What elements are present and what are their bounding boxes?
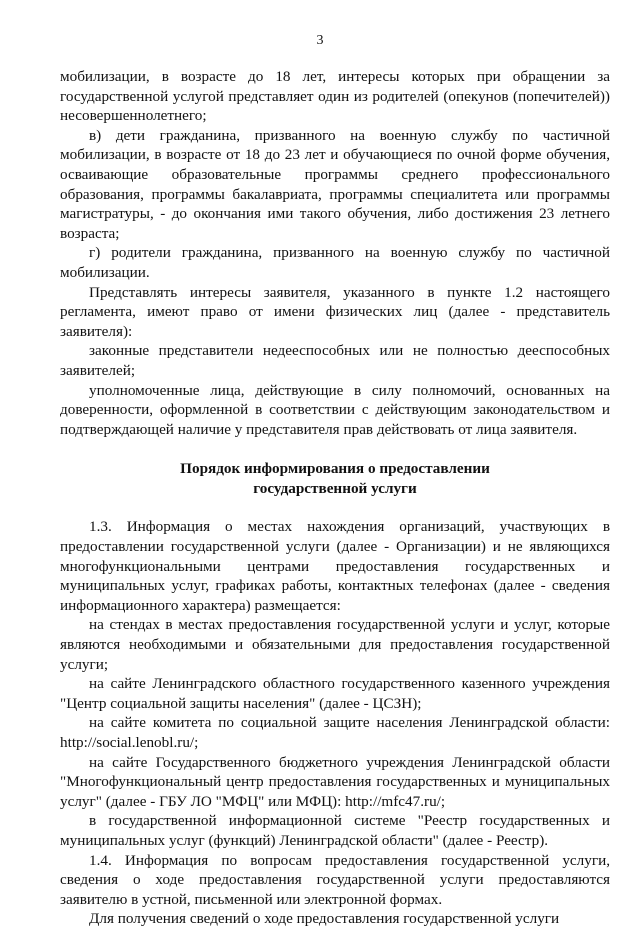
paragraph: на сайте Государственного бюджетного учреждения Ленинградской области "Многофункциональный центр предоставления государственных и муниципальных услуг" (далее - ГБУ ЛО "МФЦ" или МФЦ): http://mfc47.ru/; <box>60 753 610 810</box>
paragraph: 1.4. Информация по вопросам предоставления государственной услуги, сведения о ходе предоставления государственной услуги предоставляются заявителю в устной, письменной или электронной формах. <box>60 851 610 908</box>
paragraph: г) родители гражданина, призванного на военную службу по частичной мобилизации. <box>60 244 610 281</box>
document-body <box>60 67 610 929</box>
paragraph: 1.3. Информация о местах нахождения организаций, участвующих в предоставлении государственной услуги (далее - Организации) и не являющихся многофункциональными центрами предоставления государственных и муниципальных услуг, графиках работы, контактных телефонах (далее - сведения информационного характера) размещается: <box>60 518 610 614</box>
paragraph: мобилизации, в возрасте до 18 лет, интересы которых при обращении за государственной услугой представляет один из родителей (опекунов (попечителей)) несовершеннолетнего; <box>60 68 610 125</box>
page-number: 3 <box>316 33 324 48</box>
paragraph: уполномоченные лица, действующие в силу полномочий, основанных на доверенности, оформленной в соответствии с действующим законодательством и подтверждающей наличие у представителя прав действовать от лица заявителя. <box>60 381 610 438</box>
section-heading <box>60 459 610 498</box>
section-heading-line: Порядок информирования о предоставлении <box>180 460 490 478</box>
section-heading-line: государственной услуги <box>253 479 417 497</box>
paragraph: Для получения сведений о ходе предоставления государственной услуги <box>89 910 560 928</box>
paragraph: в государственной информационной системе "Реестр государственных и муниципальных услуг (функций) Ленинградской области" (далее - Реестр). <box>60 812 610 849</box>
paragraph: Представлять интересы заявителя, указанного в пункте 1.2 настоящего регламента, имеют право от имени физических лиц (далее - представитель заявителя): <box>60 283 610 340</box>
paragraph: на сайте Ленинградского областного государственного казенного учреждения "Центр социальной защиты населения" (далее - ЦСЗН); <box>60 675 610 712</box>
paragraph: на стендах в местах предоставления государственной услуги и услуг, которые являются необходимыми и обязательными для предоставления государственной услуги; <box>60 616 610 673</box>
paragraph: в) дети гражданина, призванного на военную службу по частичной мобилизации, в возрасте от 18 до 23 лет и обучающиеся по очной форме обучения, осваивающие образовательные программы среднего профессионального образования, программы бакалавриата, программы специалитета или программы магистратуры, - до окончания ими такого обучения, либо достижения 23 летнего возраста; <box>60 126 610 242</box>
paragraph: законные представители недееспособных или не полностью дееспособных заявителей; <box>60 342 610 379</box>
paragraph: на сайте комитета по социальной защите населения Ленинградской области: http://social.lenobl.ru/; <box>60 714 610 751</box>
